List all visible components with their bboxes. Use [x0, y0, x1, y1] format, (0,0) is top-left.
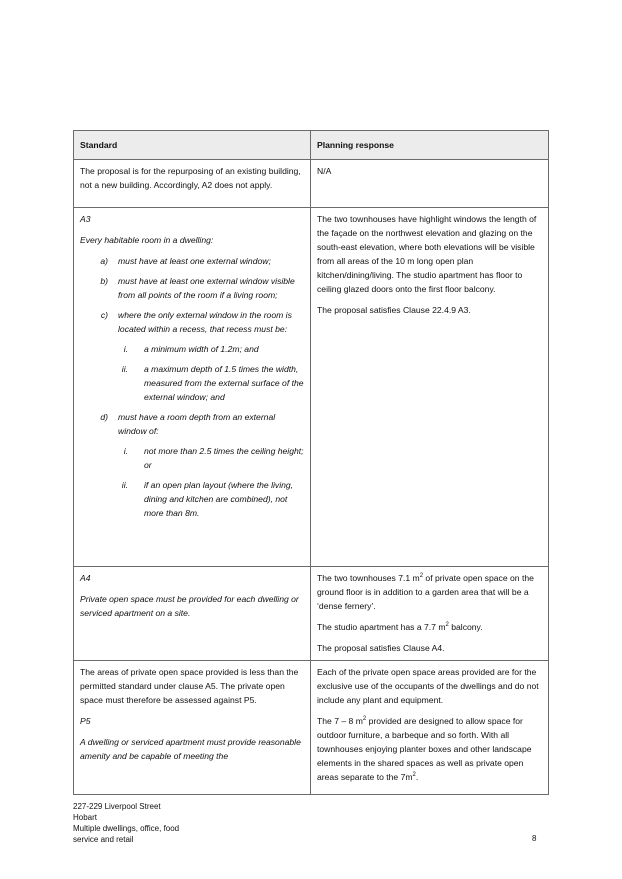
table-header-row — [74, 131, 549, 160]
standard-cell — [74, 567, 311, 661]
list-label: c) — [100, 310, 108, 320]
list-label: d) — [100, 412, 108, 422]
list-text: a maximum depth of 1.5 times the width, measured from the external surface of the external window; and — [144, 364, 304, 402]
list-text: must have a room depth from an external window of: — [118, 412, 276, 436]
table-row — [74, 160, 549, 208]
sub-list-item — [80, 478, 304, 520]
response-text: The two townhouses have highlight windows the length of the façade on the northwest elevation and glazing on the south-east elevation, where both elevations will be visible from all areas of the 10 m long open plan kitchen/dining/living. The studio apartment has floor to ceiling glazed doors onto the first floor balcony. — [317, 214, 537, 294]
list-label: i. — [123, 344, 128, 354]
footer-line: service and retail — [73, 835, 134, 844]
standard-cell — [74, 661, 311, 795]
sub-list-item — [80, 362, 304, 404]
page-number: 8 — [532, 834, 537, 843]
table-row — [74, 567, 549, 661]
response-text: The proposal satisfies Clause A4. — [317, 643, 445, 653]
sub-list-item — [80, 342, 304, 356]
response-cell — [311, 160, 549, 208]
clause-code: P5 — [80, 716, 91, 726]
list-label: ii. — [121, 364, 128, 374]
response-text: Each of the private open space areas provided are for the exclusive use of the occupants of the dwellings and do not include any plant and equipment. — [317, 667, 539, 705]
clause-text: A dwelling or serviced apartment must provide reasonable amenity and be capable of meeting the — [80, 737, 301, 761]
response-cell — [311, 567, 549, 661]
list-label: i. — [123, 446, 128, 456]
list-text: not more than 2.5 times the ceiling height; or — [144, 446, 304, 470]
sub-list-item — [80, 444, 304, 472]
list-text: must have at least one external window; — [118, 256, 271, 266]
standard-text: The areas of private open space provided is less than the permitted standard under clause A5. The private open space must therefore be assessed against P5. — [80, 667, 299, 705]
page-footer — [73, 801, 179, 845]
table-row — [74, 661, 549, 795]
standard-text: The proposal is for the repurposing of an existing building, not a new building. Accordingly, A2 does not apply. — [80, 166, 301, 190]
footer-line: Multiple dwellings, office, food — [73, 824, 180, 833]
response-text: The studio apartment has a 7.7 $m^2$ balcony. — [317, 622, 483, 632]
clause-intro: Every habitable room in a dwelling: — [80, 235, 214, 245]
list-item — [80, 274, 304, 302]
list-item — [80, 308, 304, 336]
list-text: where the only external window in the room is located within a recess, that recess must be: — [118, 310, 292, 334]
list-label: b) — [100, 276, 108, 286]
header-planning-response: Planning response — [311, 131, 549, 160]
footer-line: Hobart — [73, 813, 98, 822]
response-cell — [311, 208, 549, 567]
footer-line: 227-229 Liverpool Street — [73, 802, 161, 811]
list-label: a) — [100, 256, 108, 266]
list-text: if an open plan layout (where the living, dining and kitchen are combined), not more than 8m. — [144, 480, 294, 518]
clause-code: A3 — [80, 214, 91, 224]
response-text: The proposal satisfies Clause 22.4.9 A3. — [317, 305, 471, 315]
list-item — [80, 254, 304, 268]
response-text: The 7 – 8 $m^2$ provided are designed to allow space for outdoor furniture, a barbeque and so forth. With all townhouses enjoying planter boxes and other landscape elements in the shared spaces as well as private open areas separate to the $7m^2$. — [317, 716, 532, 782]
standards-table — [73, 130, 549, 795]
standard-cell — [74, 160, 311, 208]
clause-text: Private open space must be provided for each dwelling or serviced apartment on a site. — [80, 594, 299, 618]
table-row — [74, 208, 549, 567]
list-text: a minimum width of 1.2m; and — [144, 344, 259, 354]
list-item — [80, 410, 304, 438]
standard-cell — [74, 208, 311, 567]
list-label: ii. — [121, 480, 128, 490]
header-standard: Standard — [74, 131, 311, 160]
response-text: N/A — [317, 166, 332, 176]
clause-code: A4 — [80, 573, 91, 583]
response-text: The two townhouses 7.1 $m^2$ of private open space on the ground floor is in addition to a garden area that will be a ‘dense fernery’. — [317, 573, 534, 611]
response-cell — [311, 661, 549, 795]
list-text: must have at least one external window visible from all points of the room if a living room; — [118, 276, 295, 300]
